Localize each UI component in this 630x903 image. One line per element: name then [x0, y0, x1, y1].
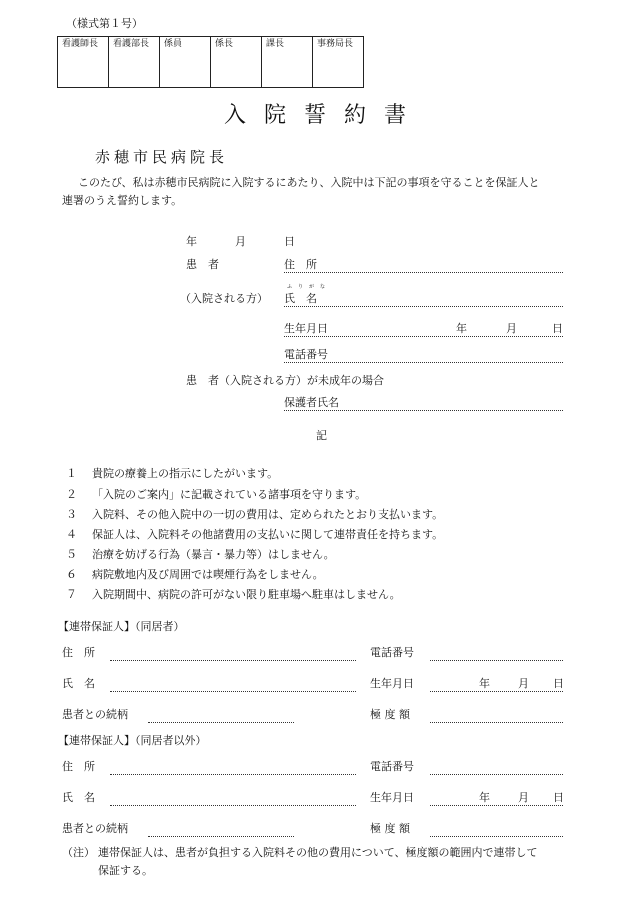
g1-birth-month: 月 [518, 677, 529, 690]
g1-address-label: 住 所 [62, 646, 95, 659]
g1-limit-field[interactable] [430, 722, 563, 723]
list-item: ５ 治療を妨げる行為（暴言・暴力等）はしません。 [66, 548, 335, 561]
guarantor1-heading: 【連帯保証人】（同居者） [58, 620, 185, 633]
g2-limit-label: 極 度 額 [370, 822, 410, 835]
addressee: 赤穂市民病院長 [95, 148, 229, 166]
page-title: 入院誓約書 [223, 103, 424, 128]
g2-phone-label: 電話番号 [370, 760, 414, 773]
g2-birth-label: 生年月日 [370, 791, 414, 804]
stamp-box-section-head[interactable]: 課長 [262, 37, 313, 88]
list-item: ４ 保証人は、入院料その他諸費用の支払いに関して連帯責任を持ちます。 [66, 528, 444, 541]
patient-label: 患 者 [186, 258, 219, 271]
patient-birth-label: 生年月日 [284, 322, 328, 335]
g1-birth-label: 生年月日 [370, 677, 414, 690]
patient-address-field[interactable] [284, 272, 563, 273]
g2-birth-day: 日 [553, 791, 564, 804]
patient-phone-field[interactable] [284, 362, 563, 363]
g2-birth-year: 年 [479, 791, 490, 804]
form-number: （様式第１号） [66, 17, 143, 30]
g1-name-field[interactable] [110, 691, 356, 692]
patient-birth-year: 年 [456, 322, 467, 335]
minor-note: 患 者（入院される方）が未成年の場合 [186, 374, 384, 387]
stamp-box-nursing-head[interactable]: 看護師長 [58, 37, 109, 88]
g2-address-label: 住 所 [62, 760, 95, 773]
g1-limit-label: 極 度 額 [370, 708, 410, 721]
furigana-label: ふりがな [287, 284, 332, 290]
list-item: ３ 入院料、その他入院中の一切の費用は、定められたとおり支払います。 [66, 508, 444, 521]
g2-name-label: 氏 名 [62, 791, 95, 804]
stamp-box-chief[interactable]: 係長 [211, 37, 262, 88]
note-line-2: 保証する。 [98, 864, 153, 877]
patient-name-field[interactable] [284, 306, 563, 307]
g1-phone-label: 電話番号 [370, 646, 414, 659]
g2-birth-month: 月 [518, 791, 529, 804]
g2-limit-field[interactable] [430, 836, 563, 837]
date-year-label: 年 [186, 235, 197, 248]
g1-birth-year: 年 [479, 677, 490, 690]
patient-sublabel: （入院される方） [180, 292, 268, 305]
g2-phone-field[interactable] [430, 774, 563, 775]
guardian-name-label: 保護者氏名 [284, 396, 339, 409]
ki-heading: 記 [316, 429, 327, 442]
patient-phone-label: 電話番号 [284, 348, 328, 361]
g1-phone-field[interactable] [430, 660, 563, 661]
patient-birth-field[interactable] [284, 336, 563, 337]
stamp-box-staff[interactable]: 係員 [160, 37, 211, 88]
patient-birth-day: 日 [552, 322, 563, 335]
intro-line-2: 連署のうえ誓約します。 [62, 194, 183, 207]
guardian-name-field[interactable] [284, 410, 563, 411]
patient-address-label: 住 所 [284, 258, 317, 271]
guarantor2-heading: 【連帯保証人】（同居者以外） [58, 734, 207, 747]
g1-name-label: 氏 名 [62, 677, 95, 690]
g2-address-field[interactable] [110, 774, 356, 775]
list-item: ６ 病院敷地内及び周囲では喫煙行為をしません。 [66, 568, 324, 581]
g1-birth-day: 日 [553, 677, 564, 690]
patient-birth-month: 月 [506, 322, 517, 335]
g2-relation-label: 患者との続柄 [62, 822, 128, 835]
note-line-1: 連帯保証人は、患者が負担する入院料その他の費用について、極度額の範囲内で連帯して [98, 846, 538, 859]
approval-stamp-table [57, 36, 364, 88]
g1-relation-label: 患者との続柄 [62, 708, 128, 721]
stamp-box-secretary-general[interactable]: 事務局長 [313, 37, 364, 88]
g1-address-field[interactable] [110, 660, 356, 661]
date-day-label: 日 [284, 235, 295, 248]
g2-relation-field[interactable] [148, 836, 294, 837]
list-item: ７ 入院期間中、病院の許可がない限り駐車場へ駐車はしません。 [66, 588, 401, 601]
g1-birth-field[interactable] [430, 691, 563, 692]
list-item: １ 貴院の療養上の指示にしたがいます。 [66, 467, 279, 480]
g2-birth-field[interactable] [430, 805, 563, 806]
patient-name-label: 氏 名 [284, 292, 317, 305]
stamp-box-nursing-director[interactable]: 看護部長 [109, 37, 160, 88]
list-item: ２ 「入院のご案内」に記載されている諸事項を守ります。 [66, 488, 367, 501]
note-label: （注） [62, 846, 95, 859]
intro-line-1: このたび、私は赤穂市民病院に入院するにあたり、入院中は下記の事項を守ることを保証人と [78, 176, 540, 189]
date-month-label: 月 [235, 235, 246, 248]
g2-name-field[interactable] [110, 805, 356, 806]
g1-relation-field[interactable] [148, 722, 294, 723]
